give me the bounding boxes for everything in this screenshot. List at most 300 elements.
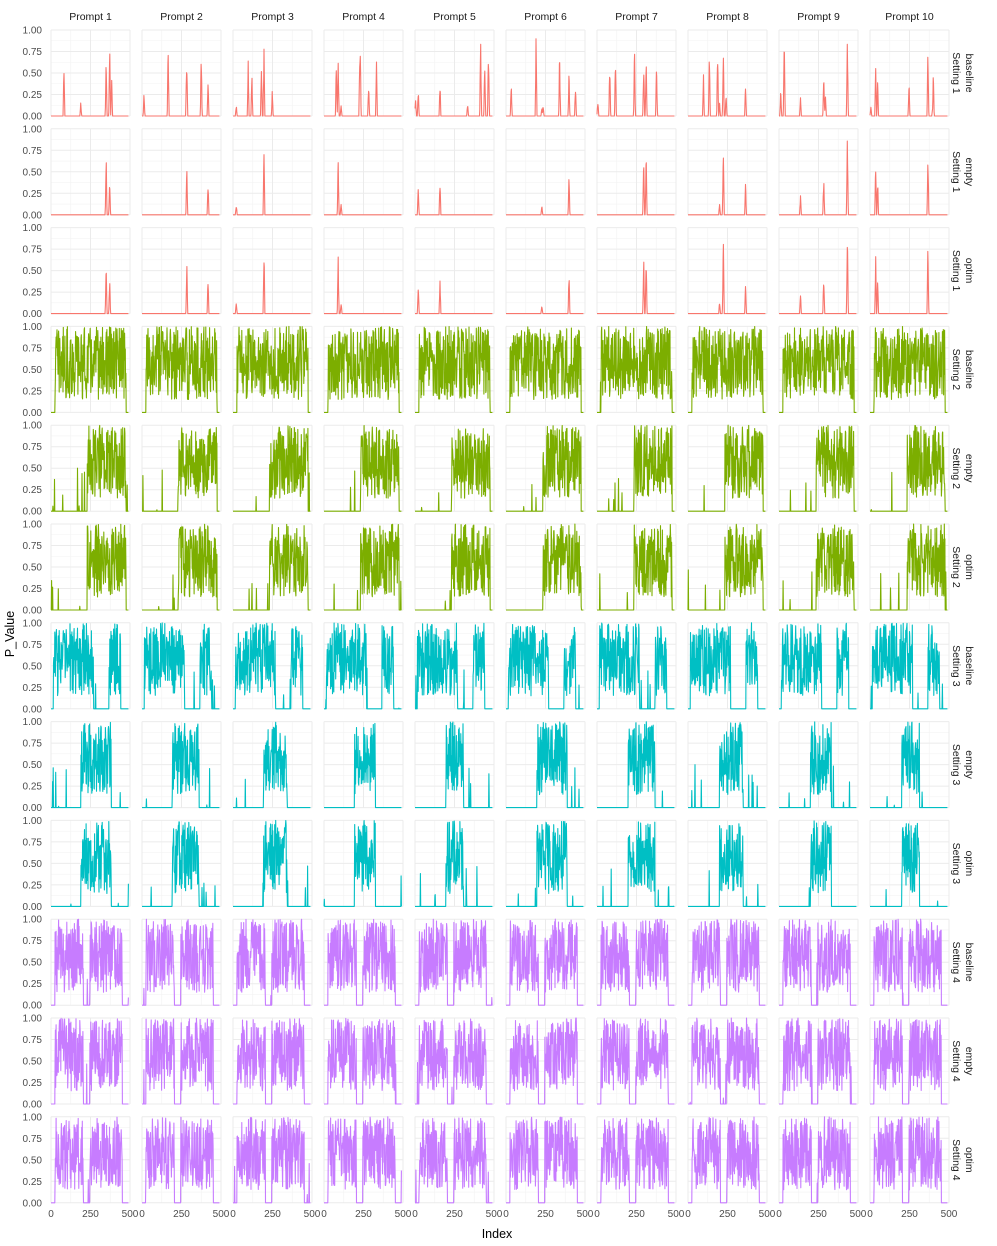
facet-panel (688, 425, 767, 511)
row-strip-setting: Setting 2 (950, 447, 962, 489)
facet-panel (415, 722, 494, 808)
series-line (415, 919, 492, 1005)
series-line (324, 623, 401, 709)
facet-panel (142, 919, 221, 1005)
facet-panel (324, 820, 403, 906)
facet-panel (779, 228, 858, 314)
series-line (233, 1019, 310, 1104)
facet-panel (233, 129, 312, 215)
y-tick-label: 0.75 (22, 47, 42, 58)
x-tick-label: 500 (667, 1208, 685, 1220)
series-line (779, 920, 856, 1006)
facet-panel (233, 820, 312, 906)
facet-panel (597, 524, 676, 610)
x-tick-label: 0 (48, 1208, 54, 1220)
series-line (597, 822, 674, 907)
row-strip-variant: optim (963, 554, 975, 580)
row-strip-variant: optim (963, 1146, 975, 1173)
series-line (870, 1019, 947, 1104)
row-strip (950, 941, 975, 983)
y-tick-label: 0.00 (22, 901, 42, 913)
y-tick-label: 0.50 (22, 562, 42, 574)
y-tick-label: 0.75 (22, 145, 42, 157)
series-line (688, 1117, 765, 1203)
y-tick-label: 1.00 (22, 321, 42, 333)
series-line (688, 58, 765, 116)
facet-panel (233, 1117, 312, 1203)
facet-panel (233, 722, 312, 808)
y-tick-label: 1.00 (22, 1013, 42, 1025)
series-line (688, 1018, 765, 1104)
facet-panel (142, 228, 221, 314)
series-line (415, 188, 492, 215)
row-strip-setting: Setting 4 (950, 1040, 962, 1082)
facet-panel (415, 1018, 494, 1104)
facet-panel (142, 425, 221, 511)
series-line (415, 623, 492, 709)
x-tick-label: 250 (355, 1208, 372, 1220)
series-line (415, 1019, 492, 1104)
series-line (506, 919, 583, 1005)
x-tick-label: 250 (628, 1208, 645, 1220)
facet-panel (779, 623, 858, 709)
x-tick-label: 250 (719, 1208, 736, 1220)
row-strip-setting: Setting 1 (950, 249, 962, 292)
row-strip-variant: baseline (963, 942, 975, 982)
facet-panel (142, 623, 221, 709)
facet-panel (870, 820, 949, 906)
y-tick-label: 0.50 (22, 858, 42, 870)
facet-panel (688, 129, 767, 215)
facet-panel (324, 425, 403, 511)
y-tick-label: 0.75 (22, 1133, 42, 1145)
y-tick-label: 0.50 (22, 760, 42, 772)
facet-panel (324, 129, 403, 215)
y-tick-label: 0.00 (22, 309, 42, 321)
y-tick-label: 0.75 (22, 442, 42, 454)
y-tick-label: 1.00 (22, 914, 42, 926)
row-strips (950, 52, 975, 1180)
series-line (415, 429, 492, 512)
series-line (233, 49, 310, 116)
row-strip-variant: optim (963, 257, 975, 284)
facet-panel (779, 919, 858, 1005)
y-tick-label: 0.75 (22, 837, 42, 849)
facet-panel (415, 919, 494, 1005)
x-tick-label: 250 (446, 1208, 463, 1220)
y-tick-label: 1.00 (22, 717, 42, 729)
facet-panel (506, 129, 585, 215)
facet-panel (142, 129, 221, 215)
facet-panel (597, 1018, 676, 1104)
row-strip-setting: Setting 4 (950, 941, 962, 983)
y-tick-label: 0.25 (22, 90, 42, 101)
facet-panel (324, 1117, 403, 1203)
y-tick-label: 0.50 (22, 266, 42, 278)
facet-panel (415, 228, 494, 314)
facet-panel (51, 524, 130, 610)
x-tick-label: 500 (849, 1208, 867, 1220)
row-strip (950, 645, 975, 687)
column-strips (69, 11, 934, 23)
series-line (597, 262, 674, 313)
facet-panel (779, 326, 858, 412)
facet-panel (415, 524, 494, 610)
row-strip (950, 349, 975, 391)
series-line (597, 327, 674, 413)
series-line (506, 625, 583, 709)
y-axis-title: P_Value (3, 610, 17, 658)
facet-panel (51, 129, 130, 215)
facet-panel (688, 722, 767, 808)
facet-panel (779, 524, 858, 610)
series-line (142, 267, 219, 314)
facet-panel (51, 1018, 130, 1104)
row-strip-setting: Setting 1 (950, 52, 962, 94)
y-tick-label: 0.25 (22, 979, 42, 991)
facet-panel (870, 129, 949, 215)
facet-panel (779, 1018, 858, 1104)
series-line (870, 165, 947, 215)
y-tick-label: 0.00 (22, 1000, 42, 1012)
x-tick-label: 500 (485, 1208, 503, 1220)
row-strip-setting: Setting 4 (950, 1139, 962, 1181)
facet-panel (324, 326, 403, 412)
facet-panel (597, 1117, 676, 1203)
series-line (870, 1117, 947, 1203)
series-line (688, 158, 765, 215)
facet-panel (51, 919, 130, 1005)
row-strip (950, 1139, 975, 1181)
facet-panel (51, 1117, 130, 1203)
series-line (870, 823, 947, 906)
column-strip-label: Prompt 6 (524, 11, 567, 23)
facet-panel (870, 326, 949, 412)
y-tick-label: 0.00 (22, 704, 42, 716)
facet-panel (324, 1018, 403, 1104)
row-strip (950, 744, 975, 786)
series-line (870, 919, 947, 1005)
y-axis-ticks (23, 26, 43, 1210)
series-line (597, 163, 674, 215)
series-line (51, 919, 128, 1005)
series-line (597, 919, 674, 1005)
x-tick-label: 0 (412, 1208, 418, 1220)
facet-panel (779, 820, 858, 906)
facet-panel (233, 919, 312, 1005)
facet-panel (597, 326, 676, 412)
y-tick-label: 0.50 (22, 463, 42, 475)
x-tick-label: 500 (758, 1208, 776, 1220)
facet-panel (415, 623, 494, 709)
facet-panel (233, 326, 312, 412)
column-strip-label: Prompt 3 (251, 11, 294, 23)
column-strip-label: Prompt 10 (885, 11, 934, 23)
facet-panel (870, 722, 949, 808)
x-tick-label: 0 (685, 1208, 691, 1220)
series-line (688, 244, 765, 313)
y-tick-label: 0.25 (22, 584, 42, 595)
facet-panel (51, 425, 130, 511)
column-strip-label: Prompt 5 (433, 11, 476, 23)
series-line (870, 623, 947, 709)
facet-panel (506, 228, 585, 314)
y-tick-label: 0.50 (22, 1155, 42, 1167)
facet-panel (506, 30, 585, 116)
series-line (597, 54, 674, 116)
x-tick-label: 0 (594, 1208, 600, 1220)
series-line (142, 919, 219, 1005)
y-tick-label: 0.00 (22, 1099, 42, 1111)
row-strip-variant: empty (963, 157, 975, 187)
x-tick-label: 0 (321, 1208, 327, 1220)
facet-panel (506, 524, 585, 610)
x-tick-label: 0 (867, 1208, 873, 1220)
row-strip-variant: baseline (963, 53, 975, 93)
facet-panel (142, 326, 221, 412)
facet-panel (415, 425, 494, 511)
series-line (597, 1118, 674, 1203)
facet-panel (233, 524, 312, 610)
x-tick-label: 0 (776, 1208, 782, 1220)
x-tick-label: 0 (503, 1208, 509, 1220)
series-line (324, 56, 401, 116)
facet-panel (142, 722, 221, 808)
series-line (233, 919, 310, 1005)
series-line (233, 155, 310, 215)
y-tick-label: 0.50 (22, 364, 42, 376)
series-line (51, 163, 128, 215)
y-tick-label: 0.00 (22, 506, 42, 518)
facet-panel (597, 919, 676, 1005)
facet-panel (506, 1018, 585, 1104)
x-axis-ticks (48, 1209, 958, 1220)
series-line (233, 1118, 310, 1203)
facet-panel (506, 722, 585, 808)
row-strip (950, 447, 975, 489)
facet-panel (233, 623, 312, 709)
facet-panel (688, 623, 767, 709)
facet-panel (779, 425, 858, 511)
row-strip-variant: empty (963, 750, 975, 779)
facet-panel (51, 326, 130, 412)
row-strip-variant: empty (963, 1046, 975, 1076)
facet-panel (779, 30, 858, 116)
series-line (779, 247, 856, 313)
y-tick-label: 1.00 (22, 618, 42, 630)
facet-panel (142, 524, 221, 610)
row-strip-setting: Setting 2 (950, 546, 962, 588)
x-tick-label: 500 (303, 1208, 321, 1220)
x-tick-label: 250 (901, 1208, 918, 1220)
series-line (688, 919, 765, 1005)
facet-panel (688, 820, 767, 906)
row-strip-setting: Setting 2 (950, 348, 962, 391)
x-tick-label: 500 (940, 1208, 958, 1220)
y-tick-label: 0.25 (22, 287, 42, 299)
y-tick-label: 0.00 (22, 803, 42, 815)
facet-panel (324, 919, 403, 1005)
facet-panel (233, 425, 312, 511)
facet-panel (233, 228, 312, 314)
facet-panel (324, 228, 403, 314)
y-tick-label: 1.00 (22, 420, 42, 432)
facet-panel (870, 1117, 949, 1203)
x-tick-label: 0 (139, 1208, 145, 1220)
y-tick-label: 0.25 (22, 485, 42, 497)
series-line (324, 163, 401, 215)
row-strip-variant: optim (963, 850, 975, 877)
x-axis-title: Index (481, 1227, 513, 1241)
facet-panel (688, 1018, 767, 1104)
facet-panel (324, 722, 403, 808)
series-line (51, 1117, 128, 1203)
y-tick-label: 0.25 (22, 1176, 42, 1188)
x-tick-label: 250 (810, 1208, 827, 1220)
facet-panel (51, 228, 130, 314)
series-line (142, 428, 219, 512)
series-line (688, 824, 765, 907)
x-tick-label: 0 (230, 1208, 236, 1220)
series-line (870, 57, 947, 116)
row-strip (950, 250, 975, 292)
row-strip (950, 151, 975, 193)
y-tick-label: 0.00 (22, 407, 42, 419)
row-strip-variant: baseline (963, 646, 975, 686)
y-tick-label: 1.00 (22, 124, 42, 136)
series-line (506, 822, 583, 907)
y-tick-label: 0.50 (22, 167, 42, 179)
series-line (506, 1117, 583, 1203)
facet-panel (597, 425, 676, 511)
x-tick-label: 250 (82, 1208, 99, 1220)
y-tick-label: 0.00 (22, 605, 42, 617)
facet-panel (324, 623, 403, 709)
y-tick-label: 0.75 (22, 639, 42, 651)
row-strip (950, 546, 975, 588)
row-strip (950, 1040, 975, 1082)
facet-panel (870, 425, 949, 511)
facet-panel (779, 129, 858, 215)
facet-panel (597, 722, 676, 808)
series-line (324, 1018, 401, 1104)
facet-panel (779, 722, 858, 808)
facet-panel (597, 820, 676, 906)
series-line (142, 822, 219, 907)
facet-panel (142, 30, 221, 116)
facet-panel (870, 524, 949, 610)
row-strip-setting: Setting 3 (950, 645, 962, 687)
y-tick-label: 0.00 (22, 1198, 42, 1210)
series-line (779, 141, 856, 215)
column-strip-label: Prompt 4 (342, 11, 385, 23)
y-tick-label: 0.50 (22, 1056, 42, 1068)
series-line (51, 273, 128, 313)
facet-panel (51, 623, 130, 709)
facet-panels (51, 30, 949, 1203)
series-line (142, 55, 219, 116)
y-tick-label: 0.25 (22, 188, 42, 200)
x-tick-label: 250 (173, 1208, 190, 1220)
facet-panel (779, 1117, 858, 1203)
facet-panel (688, 228, 767, 314)
y-tick-label: 0.75 (22, 343, 42, 355)
column-strip-label: Prompt 8 (706, 11, 749, 23)
facet-panel (506, 623, 585, 709)
facet-panel (506, 326, 585, 412)
series-line (142, 623, 219, 709)
series-line (51, 54, 128, 116)
facet-panel (324, 30, 403, 116)
facet-panel (506, 820, 585, 906)
series-line (870, 327, 947, 413)
y-tick-label: 0.75 (22, 244, 42, 256)
y-tick-label: 0.50 (22, 68, 42, 80)
facet-panel (415, 129, 494, 215)
y-tick-label: 0.50 (22, 661, 42, 673)
facet-panel (415, 30, 494, 116)
column-strip-label: Prompt 9 (797, 11, 840, 23)
y-tick-label: 0.25 (22, 781, 42, 793)
facet-panel (870, 919, 949, 1005)
series-line (324, 257, 401, 314)
facet-panel (233, 30, 312, 116)
series-line (870, 251, 947, 313)
x-tick-label: 500 (576, 1208, 594, 1220)
series-line (688, 327, 765, 413)
facet-panel (415, 1117, 494, 1203)
column-strip-label: Prompt 2 (160, 11, 203, 23)
row-strip-setting: Setting 3 (950, 743, 962, 786)
series-line (142, 723, 219, 807)
facet-panel (51, 722, 130, 808)
facet-panel (597, 129, 676, 215)
facet-panel (506, 919, 585, 1005)
series-line (324, 723, 401, 807)
y-tick-label: 0.75 (22, 541, 42, 552)
y-tick-label: 0.25 (22, 386, 42, 398)
series-line (779, 525, 856, 610)
facet-panel (870, 30, 949, 116)
x-tick-label: 250 (264, 1208, 281, 1220)
column-strip-label: Prompt 7 (615, 11, 658, 23)
y-tick-label: 0.75 (22, 738, 42, 750)
facet-panel (506, 425, 585, 511)
series-line (233, 326, 310, 412)
facet-panel (142, 1018, 221, 1104)
facet-panel (597, 228, 676, 314)
facet-panel (597, 30, 676, 116)
facet-panel (597, 623, 676, 709)
x-tick-label: 250 (537, 1208, 554, 1220)
x-tick-label: 500 (212, 1208, 230, 1220)
series-line (142, 1018, 219, 1104)
facet-panel (142, 820, 221, 906)
series-line (506, 39, 583, 116)
facet-panel (870, 228, 949, 314)
x-tick-label: 500 (394, 1208, 412, 1220)
row-strip-setting: Setting 1 (950, 151, 962, 193)
facet-panel (51, 820, 130, 906)
y-tick-label: 1.00 (22, 1112, 42, 1124)
series-line (506, 281, 583, 314)
y-tick-label: 0.25 (22, 880, 42, 892)
facet-panel (142, 1117, 221, 1203)
facet-panel (688, 30, 767, 116)
x-tick-label: 500 (121, 1208, 139, 1220)
series-line (415, 281, 492, 314)
y-tick-label: 0.75 (22, 936, 42, 948)
